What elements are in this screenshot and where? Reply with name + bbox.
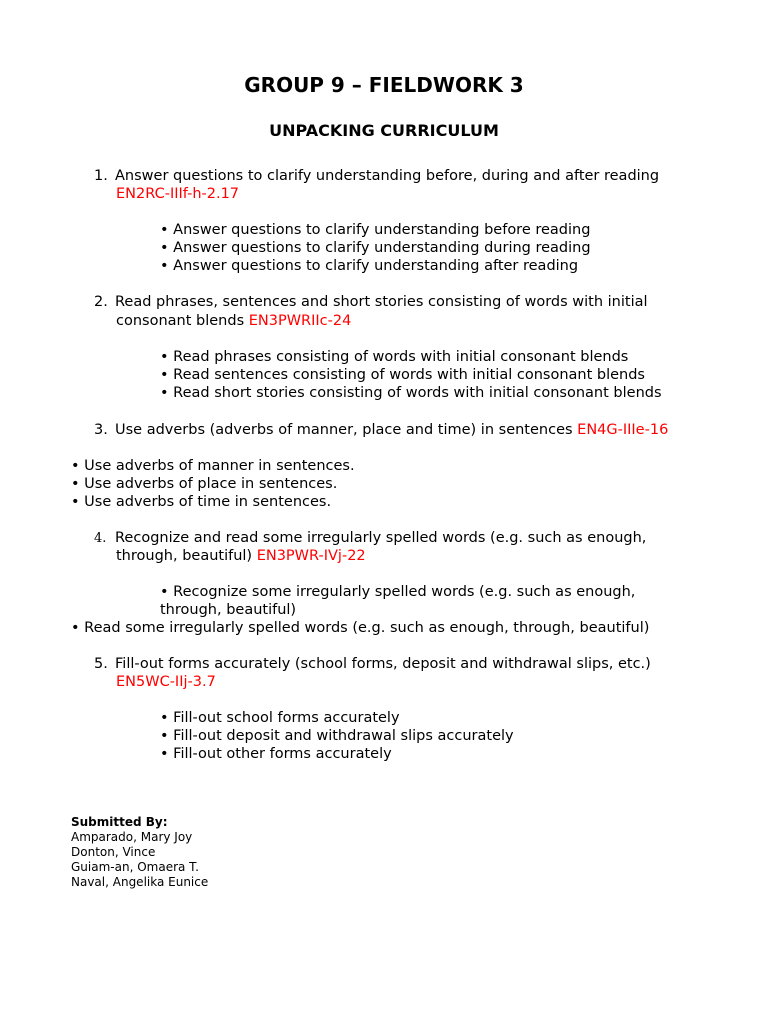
submitter-name: Amparado, Mary Joy [71, 830, 193, 844]
item-2-bullet-1: • Read phrases consisting of words with initial consonant blends [160, 349, 629, 365]
item-5-text: Fill-out forms accurately (school forms, deposit and withdrawal slips, etc.) [115, 656, 651, 672]
item-5-number: 5. [94, 656, 108, 672]
item-4-bullet-1-cont: through, beautiful) [160, 602, 297, 618]
item-1-number: 1. [94, 168, 108, 184]
item-1-code: EN2RC-IIIf-h-2.17 [116, 186, 240, 202]
item-1-bullet-3: • Answer questions to clarify understanding after reading [160, 258, 579, 274]
item-2-text-cont [116, 312, 351, 330]
document-title: GROUP 9 – FIELDWORK 3 [244, 73, 524, 97]
item-5-bullet-3: • Fill-out other forms accurately [160, 746, 392, 762]
item-2-code: EN3PWRIIc-24 [248, 313, 352, 329]
document-subtitle: UNPACKING CURRICULUM [269, 121, 499, 140]
item-2-bullet-2: • Read sentences consisting of words with initial consonant blends [160, 367, 645, 383]
item-3-text: Use adverbs (adverbs of manner, place and time) in sentences [115, 422, 573, 438]
item-3-bullet-1: • Use adverbs of manner in sentences. [71, 458, 355, 474]
item-4-code: EN3PWR-IVj-22 [256, 548, 366, 564]
item-4-text-cont [116, 547, 366, 565]
item-2-bullet-3: • Read short stories consisting of words with initial consonant blends [160, 385, 662, 401]
item-4-text-line2: through, beautiful) [116, 548, 253, 564]
item-1-bullet-1: • Answer questions to clarify understanding before reading [160, 222, 591, 238]
submitter-name: Donton, Vince [71, 845, 156, 859]
item-3-code: EN4G-IIIe-16 [577, 422, 669, 438]
item-4-bullet-1: • Recognize some irregularly spelled words (e.g. such as enough, [160, 584, 636, 600]
item-4-bullet-2: • Read some irregularly spelled words (e.g. such as enough, through, beautiful) [71, 620, 650, 636]
submitter-name: Guiam-an, Omaera T. [71, 860, 199, 874]
item-3-text-row [115, 421, 668, 439]
item-2-number: 2. [94, 294, 108, 310]
item-5-code: EN5WC-IIj-3.7 [116, 674, 216, 690]
submitted-by-label: Submitted By: [71, 815, 168, 829]
item-2-text-line2: consonant blends [116, 313, 245, 329]
item-4-text: Recognize and read some irregularly spelled words (e.g. such as enough, [115, 530, 647, 546]
item-5-bullet-2: • Fill-out deposit and withdrawal slips accurately [160, 728, 514, 744]
item-3-number: 3. [94, 422, 108, 438]
item-5-bullet-1: • Fill-out school forms accurately [160, 710, 400, 726]
item-4-number: 4. [94, 531, 107, 546]
item-2-text: Read phrases, sentences and short stories consisting of words with initial [115, 294, 648, 310]
item-1-bullet-2: • Answer questions to clarify understanding during reading [160, 240, 591, 256]
submitter-name: Naval, Angelika Eunice [71, 875, 209, 889]
item-3-bullet-2: • Use adverbs of place in sentences. [71, 476, 338, 492]
item-1-text: Answer questions to clarify understanding before, during and after reading [115, 168, 660, 184]
item-3-bullet-3: • Use adverbs of time in sentences. [71, 494, 332, 510]
